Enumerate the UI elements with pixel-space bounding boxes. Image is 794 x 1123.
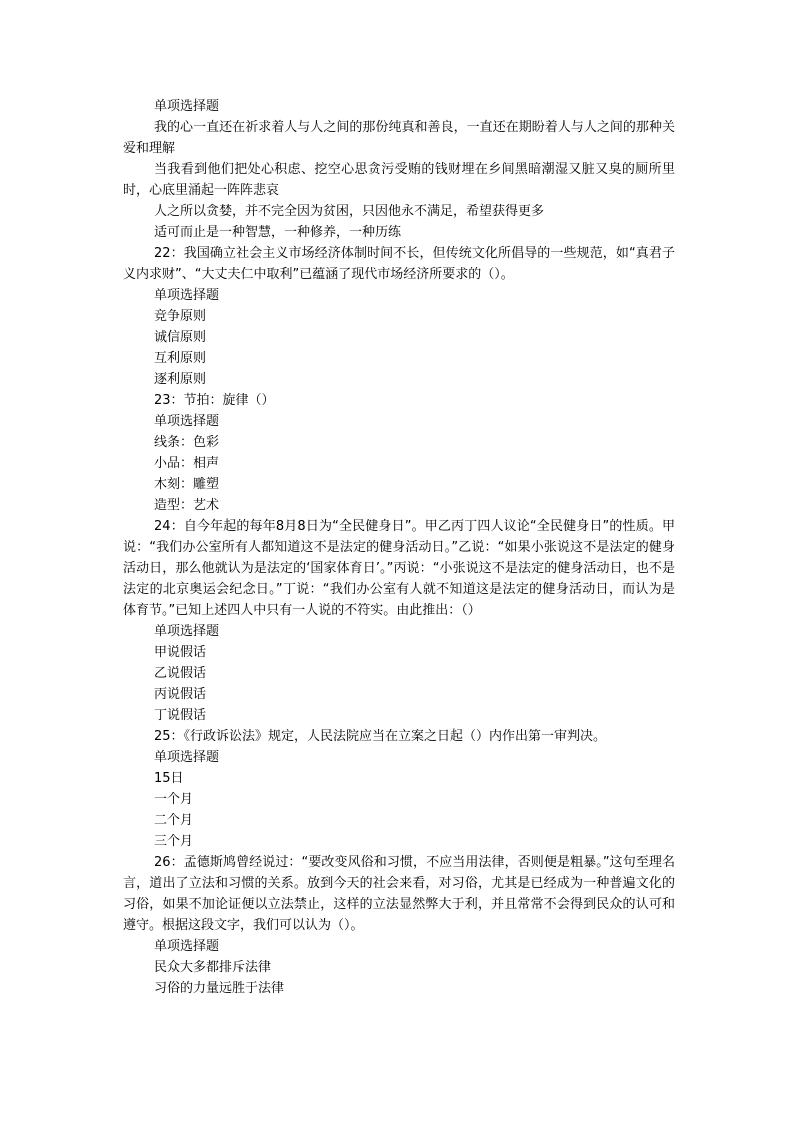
question-type-label: 单项选择题 bbox=[154, 414, 220, 429]
question-25: 25：《行政诉讼法》规定，人民法院应当在立案之日起（）内作出第一审判决。 bbox=[154, 729, 607, 744]
question-24: 24：自今年起的每年8月8日为“全民健身日”。甲乙丙丁四人议论“全民健身日”的性质。甲说：“我们办公室所有人都知道这不是法定的健身活动日。”乙说：“如果小张说这不是法定的健身活动日，那么他就认为是法定的‘国家体育日’。”丙说：“小张说这不是法定的健身活动日，也不是法定的北京奥运会纪念日。”丁说：“我们办公室有人就不知道这是法定的健身活动日，而认为是体育节。”已知上述四人中只有一人说的不符实。由此推出：（） bbox=[123, 519, 675, 618]
question-type-label: 单项选择题 bbox=[154, 939, 220, 954]
question-23: 23：节拍：旋律（） bbox=[154, 393, 275, 408]
option-text: 丁说假话 bbox=[154, 708, 207, 723]
question-type-label: 单项选择题 bbox=[154, 624, 220, 639]
option-text: 习俗的力量远胜于法律 bbox=[154, 981, 285, 996]
option-text: 线条：色彩 bbox=[154, 435, 220, 450]
question-type-label: 单项选择题 bbox=[154, 750, 220, 765]
option-text: 适可而止是一种智慧，一种修养，一种历练 bbox=[154, 225, 402, 240]
option-text: 三个月 bbox=[154, 834, 194, 849]
question-26: 26：孟德斯鸠曾经说过：“要改变风俗和习惯，不应当用法律，否则便是粗暴。”这句至理名言，道出了立法和习惯的关系。放到今天的社会来看，对习俗，尤其是已经成为一种普遍文化的习俗，如果不加论证便以立法禁止，这样的立法显然弊大于利，并且常常不会得到民众的认可和遵守。根据这段文字，我们可以认为（）。 bbox=[123, 855, 675, 933]
option-text: 诚信原则 bbox=[154, 330, 207, 345]
question-type-label: 单项选择题 bbox=[154, 99, 220, 114]
option-text: 逐利原则 bbox=[154, 372, 207, 387]
option-text: 乙说假话 bbox=[154, 666, 207, 681]
document-body bbox=[123, 96, 675, 999]
option-text: 造型：艺术 bbox=[154, 498, 220, 513]
option-text: 小品：相声 bbox=[154, 456, 220, 471]
option-text: 互利原则 bbox=[154, 351, 207, 366]
question-type-label: 单项选择题 bbox=[154, 288, 220, 303]
option-text: 二个月 bbox=[154, 813, 194, 828]
option-text: 15日 bbox=[154, 771, 184, 786]
option-text: 丙说假话 bbox=[154, 687, 207, 702]
option-text: 一个月 bbox=[154, 792, 194, 807]
option-text: 人之所以贪婪，并不完全因为贫困，只因他永不满足，希望获得更多 bbox=[154, 204, 545, 219]
option-text: 民众大多都排斥法律 bbox=[154, 960, 272, 975]
option-text: 我的心一直还在祈求着人与人之间的那份纯真和善良，一直还在期盼着人与人之间的那种关爱和理解 bbox=[123, 120, 675, 156]
option-text: 当我看到他们把处心积虑、挖空心思贪污受贿的钱财埋在乡间黑暗潮湿又脏又臭的厕所里时，心底里涌起一阵阵悲哀 bbox=[123, 162, 675, 198]
question-22: 22：我国确立社会主义市场经济体制时间不长，但传统文化所倡导的一些规范，如“真君子义内求财”、“大丈夫仁中取利”已蕴涵了现代市场经济所要求的（）。 bbox=[123, 246, 675, 282]
option-text: 木刻：雕塑 bbox=[154, 477, 220, 492]
option-text: 竞争原则 bbox=[154, 309, 207, 324]
option-text: 甲说假话 bbox=[154, 645, 207, 660]
